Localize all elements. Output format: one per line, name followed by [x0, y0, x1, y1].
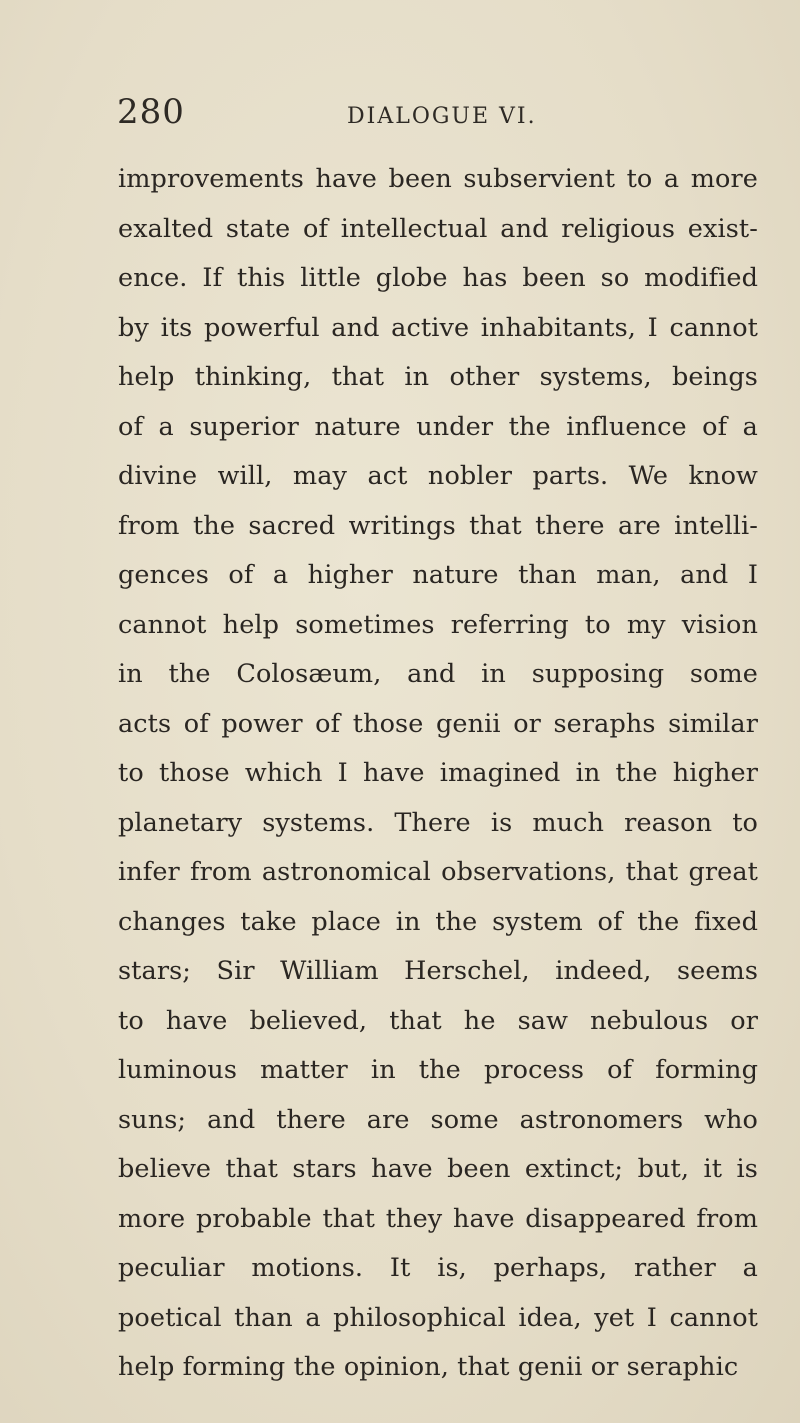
text-line: to have believed, that he saw nebulous or — [118, 1005, 758, 1036]
page-number: 280 — [117, 92, 185, 132]
text-line: improvements have been subservient to a more — [118, 164, 758, 194]
text-line: changes take place in the system of the fixed — [118, 906, 758, 937]
text-line: ence. If this little globe has been so modified — [118, 263, 758, 293]
text-line: acts of power of those genii or seraphs similar — [118, 708, 758, 739]
text-line: more probable that they have disappeared from — [118, 1203, 758, 1234]
text-line: to those which I have imagined in the higher — [118, 758, 758, 788]
running-head — [117, 92, 757, 142]
text-line: help forming the opinion, that genii or seraphic — [118, 1352, 739, 1382]
section-title: DIALOGUE VI. — [347, 104, 537, 129]
text-line: divine will, may act nobler parts. We know — [118, 461, 758, 491]
text-line: cannot help sometimes referring to my vision — [118, 609, 758, 640]
text-line: from the sacred writings that there are intelli- — [118, 510, 758, 541]
text-line: believe that stars have been extinct; but, it is — [118, 1154, 758, 1184]
text-line: stars; Sir William Herschel, indeed, seems — [118, 956, 758, 986]
text-line: by its powerful and active inhabitants, I cannot — [118, 312, 758, 343]
text-line: exalted state of intellectual and religious exist- — [118, 213, 758, 244]
body-text — [118, 155, 758, 1393]
text-line: in the Colosæum, and in supposing some — [118, 659, 758, 689]
text-line: infer from astronomical observations, that great — [118, 857, 758, 887]
text-line: luminous matter in the process of forming — [118, 1055, 758, 1085]
text-line: help thinking, that in other systems, beings — [118, 362, 758, 392]
text-line: planetary systems. There is much reason to — [118, 807, 758, 838]
text-line: gences of a higher nature than man, and I — [118, 560, 758, 590]
text-line: suns; and there are some astronomers who — [118, 1104, 758, 1135]
text-line: poetical than a philosophical idea, yet I cannot — [118, 1302, 758, 1333]
text-line: peculiar motions. It is, perhaps, rather a — [118, 1253, 758, 1283]
text-line: of a superior nature under the influence of a — [118, 411, 758, 442]
